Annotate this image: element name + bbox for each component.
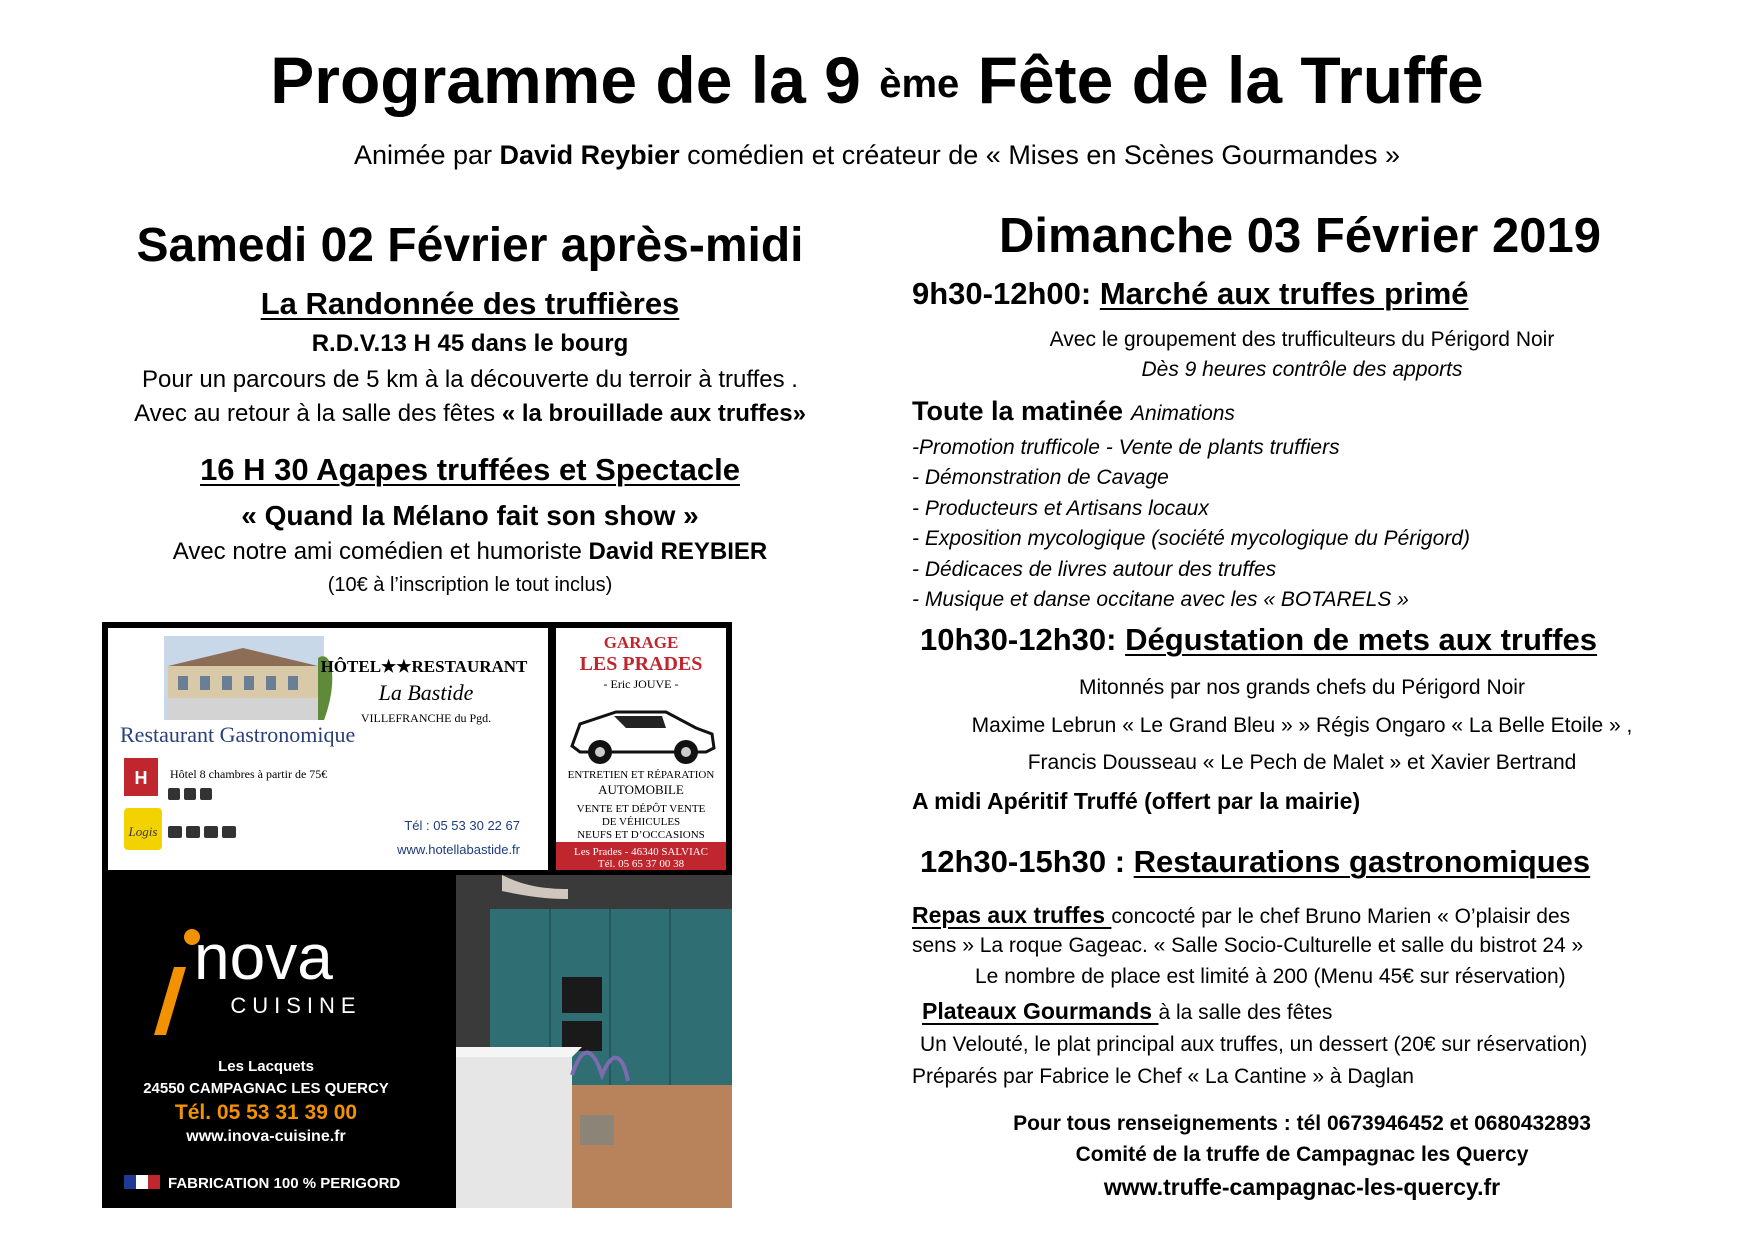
places-text: Le nombre de place est limité à 200 (Menu 45€ sur réservation) (975, 965, 1566, 988)
animation-item: - Dédicaces de livres autour des truffes (912, 558, 1277, 581)
sunday-title: Dimanche 03 Février 2019 (999, 209, 1601, 263)
comite-text: Comité de la truffe de Campagnac les Quercy (1075, 1143, 1529, 1166)
rando-heading (90, 286, 850, 322)
car-icon (572, 712, 714, 764)
inova-addr1: Les Lacquets (218, 1058, 314, 1075)
website-link[interactable]: www.truffe-campagnac-les-quercy.fr (1103, 1174, 1501, 1200)
ami-prefix: Avec notre ami comédien et humoriste (172, 538, 589, 565)
hotel-web: www.hotellabastide.fr (397, 842, 520, 857)
rdv-text: R.D.V.13 H 45 dans le bourg (311, 330, 629, 357)
ad-garage (556, 628, 726, 870)
inova-addr2: 24550 CAMPAGNAC LES QUERCY (143, 1080, 389, 1097)
inova-logo-i: i (154, 1035, 155, 1036)
matinee-title: Toute la matinée (912, 396, 1124, 426)
garage-line2: LES PRADES (579, 653, 703, 675)
kitchen-island (456, 1055, 572, 1208)
inova-cuisine: CUISINE (230, 993, 362, 1018)
ami-name: David REYBIER (588, 538, 768, 565)
subtitle-host: David Reybier (499, 140, 680, 170)
repas-title: Repas aux truffes (912, 902, 1112, 928)
ad-inova (102, 875, 732, 1208)
hotel-h-badge: H (134, 768, 148, 788)
matinee-heading (912, 396, 1235, 427)
mitonnes-text: Mitonnés par nos grands chefs du Périgord Noir (1079, 676, 1525, 699)
brouillade: « la brouillade aux truffes» (501, 400, 806, 427)
marche-heading (912, 276, 1469, 312)
inova-i-stroke (154, 967, 186, 1035)
inova-ad-graphics (102, 875, 732, 1208)
kitchen-oven-1 (562, 977, 602, 1013)
inova-web: www.inova-cuisine.fr (186, 1128, 346, 1145)
hotel-ad-graphics (108, 628, 548, 870)
inova-tel: Tél. 05 53 31 39 00 (174, 1101, 358, 1124)
hotel-town: VILLEFRANCHE du Pgd. (360, 711, 492, 725)
cantine-text: Préparés par Fabrice le Chef « La Cantine » à Daglan (912, 1065, 1414, 1088)
kitchen-oven-2 (562, 1021, 602, 1051)
marche-title: Marché aux truffes primé (1099, 276, 1469, 311)
degust-title: Dégustation de mets aux truffes (1125, 622, 1598, 657)
parcours-text: Pour un parcours de 5 km à la découverte du terroir à truffes . (142, 366, 798, 393)
chefs-line-1: Maxime Lebrun « Le Grand Bleu » » Régis Ongaro « La Belle Etoile » , (971, 714, 1633, 737)
repas-text: concocté par le chef Bruno Marien « O’plaisir des (1111, 905, 1571, 928)
plateaux-title: Plateaux Gourmands (922, 998, 1159, 1024)
hotel-restaurant-label: Restaurant Gastronomique (120, 722, 356, 747)
repas-line-1 (912, 902, 1570, 929)
hotel-rooms: Hôtel 8 chambres à partir de 75€ (170, 767, 328, 781)
ad-hotel (108, 628, 548, 870)
groupement-text: Avec le groupement des trufficulteurs du Périgord Noir (1049, 328, 1555, 351)
veloute-text: Un Velouté, le plat principal aux truffes, un dessert (20€ sur réservation) (920, 1033, 1588, 1056)
plateaux-text: à la salle des fêtes (1158, 1001, 1333, 1024)
subtitle (0, 140, 1754, 171)
plateaux-line (922, 998, 1332, 1025)
garage-line1: GARAGE (603, 633, 679, 652)
resto-heading (920, 844, 1590, 880)
animation-item: - Producteurs et Artisans locaux (912, 497, 1209, 520)
garage-owner: - Eric JOUVE - (603, 677, 679, 691)
title-ordinal: ème (879, 62, 960, 106)
infos-text: Pour tous renseignements : tél 0673946452 et 0680432893 (1013, 1112, 1591, 1135)
garage-sale2: DE VÉHICULES (601, 816, 681, 828)
retour-prefix: Avec au retour à la salle des fêtes (134, 400, 502, 427)
resto-title: Restaurations gastronomiques (1133, 844, 1591, 879)
garage-sale3: NEUFS ET D’OCCASIONS (577, 829, 705, 841)
degust-heading (920, 622, 1597, 658)
inova-logo-text: nova (194, 921, 333, 993)
hotel-photo-street (168, 698, 318, 720)
retour-text (90, 400, 850, 428)
garage-ad-graphics (556, 628, 726, 870)
animation-item: -Promotion trufficole - Vente de plants truffiers (912, 436, 1340, 459)
subtitle-prefix: Animée par (353, 140, 500, 170)
logis-label: Logis (128, 824, 158, 839)
title-event: Fête de la Truffe (977, 43, 1484, 117)
hotel-tel: Tél : 05 53 30 22 67 (404, 818, 520, 833)
prix-text: (10€ à l’inscription le tout inclus) (327, 574, 613, 596)
inova-fabrication: FABRICATION 100 % PERIGORD (168, 1175, 401, 1192)
resto-time: 12h30-15h30 : (920, 844, 1134, 879)
title-main: Programme de la 9 (270, 43, 861, 117)
repas-line-2: sens » La roque Gageac. « Salle Socio-Culturelle et salle du bistrot 24 » (912, 934, 1584, 957)
degust-time: 10h30-12h30: (920, 622, 1126, 657)
saturday-title: Samedi 02 Février après-midi (136, 219, 804, 272)
garage-sale1: VENTE ET DÉPÔT VENTE (576, 803, 706, 815)
marche-time: 9h30-12h00: (912, 276, 1100, 311)
matinee-sub: Animations (1131, 402, 1235, 425)
subtitle-suffix: comédien et créateur de « Mises en Scènes Gourmandes » (679, 140, 1401, 170)
midi-aperitif: A midi Apéritif Truffé (offert par la mairie) (912, 788, 1361, 814)
ami-text (90, 538, 850, 566)
garage-service1: ENTRETIEN ET RÉPARATION (567, 769, 715, 781)
chefs-line-2: Francis Dousseau « Le Pech de Malet » et Xavier Bertrand (1027, 751, 1577, 774)
animation-item: - Musique et danse occitane avec les « BOTARELS » (912, 588, 1409, 611)
hotel-pot-icons (168, 788, 236, 838)
kitchen-worktop (456, 1047, 582, 1057)
page-title (0, 42, 1754, 118)
garage-service2: AUTOMOBILE (598, 782, 684, 797)
show-title: « Quand la Mélano fait son show » (241, 500, 699, 531)
garage-tel: Tél. 05 65 37 00 38 (597, 858, 685, 870)
animation-item: - Démonstration de Cavage (912, 466, 1169, 489)
hotel-brand-line: HÔTEL★★RESTAURANT (320, 657, 528, 676)
agapes-heading (90, 452, 850, 488)
french-flag-icon (124, 1175, 160, 1189)
rando-title: La Randonnée des truffières (260, 286, 680, 321)
agapes-title: 16 H 30 Agapes truffées et Spectacle (200, 452, 740, 487)
garage-address: Les Prades - 46340 SALVIAC (573, 846, 709, 858)
animation-item: - Exposition mycologique (société mycologique du Périgord) (912, 527, 1470, 550)
controle-text: Dès 9 heures contrôle des apports (1141, 358, 1463, 381)
hotel-brand-name: La Bastide (378, 680, 474, 705)
